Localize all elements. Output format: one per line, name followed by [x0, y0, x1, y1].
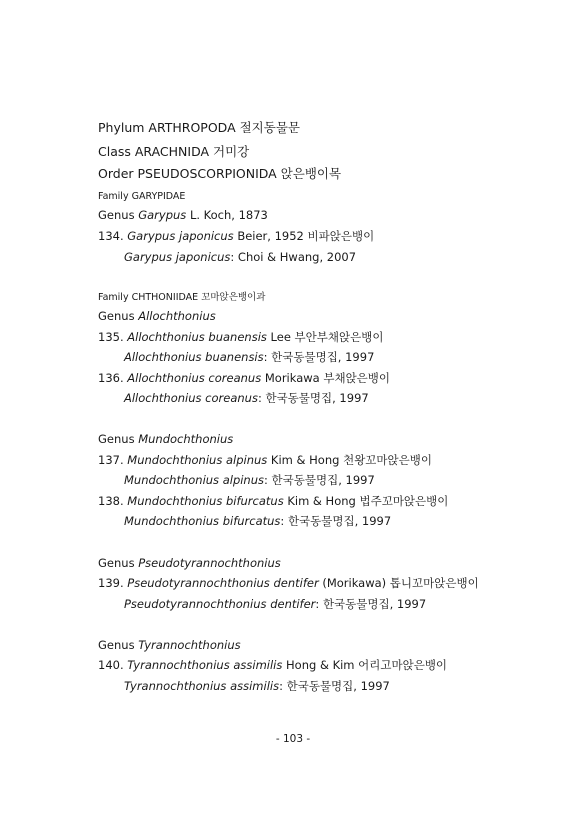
species-entry-135: 135. Allochthonius buanensis Lee 부안부채앉은뱅이 — [98, 330, 384, 344]
page-number: - 103 - — [275, 733, 311, 745]
species-reference-134: Garypus japonicus: Choi & Hwang, 2007 — [124, 250, 357, 264]
species-entry-138: 138. Mundochthonius bifurcatus Kim & Hong 법주꼬마앉은뱅이 — [98, 494, 449, 508]
class-heading: Class ARACHNIDA 거미강 — [98, 144, 250, 159]
species-reference-140: Tyrannochthonius assimilis: 한국동물명집, 1997 — [124, 679, 390, 693]
species-reference-137: Mundochthonius alpinus: 한국동물명집, 1997 — [124, 473, 375, 487]
genus-heading-garypus: Genus Garypus L. Koch, 1873 — [98, 208, 268, 222]
species-entry-140: 140. Tyrannochthonius assimilis Hong & Kim 어리고마앉은뱅이 — [98, 658, 448, 672]
species-reference-139: Pseudotyrannochthonius dentifer: 한국동물명집, 1997 — [124, 597, 427, 611]
genus-heading-allochthonius: Genus Allochthonius — [98, 309, 216, 323]
species-reference-135: Allochthonius buanensis: 한국동물명집, 1997 — [124, 350, 375, 364]
genus-heading-mundochthonius: Genus Mundochthonius — [98, 432, 234, 446]
phylum-heading: Phylum ARTHROPODA 절지동물문 — [98, 120, 300, 135]
genus-heading-pseudotyrannochthonius: Genus Pseudotyrannochthonius — [98, 556, 281, 570]
species-entry-136: 136. Allochthonius coreanus Morikawa 부채앉은뱅이 — [98, 371, 391, 385]
order-heading: Order PSEUDOSCORPIONIDA 앉은뱅이목 — [98, 166, 342, 181]
species-entry-139: 139. Pseudotyrannochthonius dentifer (Morikawa) 톱니꼬마앉은뱅이 — [98, 576, 479, 590]
species-entry-137: 137. Mundochthonius alpinus Kim & Hong 천왕꼬마앉은뱅이 — [98, 453, 432, 467]
genus-heading-tyrannochthonius: Genus Tyrannochthonius — [98, 638, 241, 652]
species-entry-134: 134. Garypus japonicus Beier, 1952 비파앉은뱅이 — [98, 229, 375, 243]
family-heading-garypidae: Family GARYPIDAE — [98, 191, 186, 202]
species-reference-136: Allochthonius coreanus: 한국동물명집, 1997 — [124, 391, 369, 405]
species-reference-138: Mundochthonius bifurcatus: 한국동물명집, 1997 — [124, 514, 392, 528]
family-heading-chthoniidae: Family CHTHONIIDAE 꼬마앉은뱅이과 — [98, 292, 266, 303]
